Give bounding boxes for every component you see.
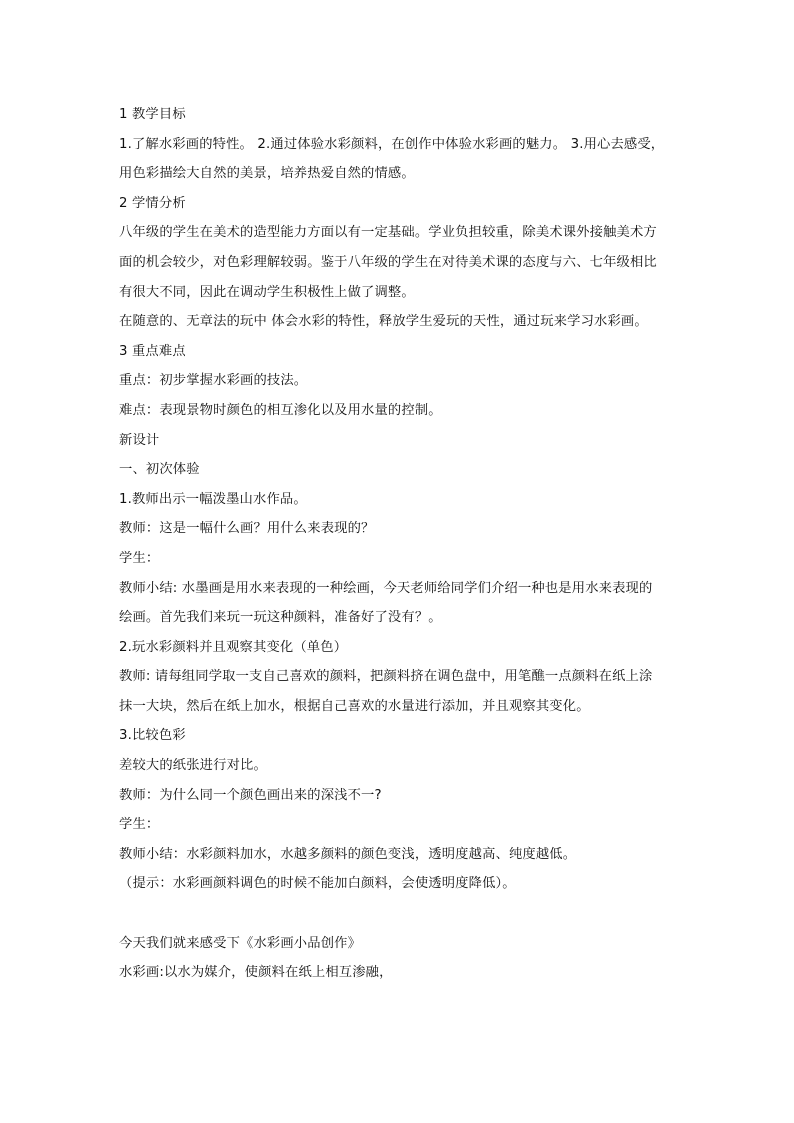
- section-heading-new-design: 新设计: [119, 432, 160, 448]
- paragraph-line: 3.比较色彩: [119, 728, 186, 744]
- paragraph-line: 教师小结: 水墨画是用水来表现的一种绘画，今天老师给同学们介绍一种也是用水来表现的: [119, 580, 653, 596]
- paragraph-line: 学生：: [119, 817, 160, 833]
- paragraph-line: 用色彩描绘大自然的美景，培养热爱自然的情感。: [119, 166, 415, 182]
- paragraph-line: 面的机会较少，对色彩理解较弱。鉴于八年级的学生在对待美术课的态度与六、七年级相比: [119, 254, 657, 270]
- paragraph-line: 学生：: [119, 550, 160, 566]
- paragraph-line: 重点：初步掌握水彩画的技法。: [119, 373, 308, 389]
- paragraph-line: 2.玩水彩颜料并且观察其变化（单色）: [119, 639, 348, 655]
- paragraph-line: 在随意的、无章法的玩中 体会水彩的特性，释放学生爱玩的天性，通过玩来学习水彩画。: [119, 314, 648, 330]
- section-heading-key-points: 3 重点难点: [119, 343, 186, 359]
- paragraph-line: 八年级的学生在美术的造型能力方面以有一定基础。学业负担较重，除美术课外接触美术方: [119, 225, 657, 241]
- paragraph-line: 今天我们就来感受下《水彩画小品创作》: [119, 935, 362, 951]
- paragraph-line: 抹一大块，然后在纸上加水，根据自己喜欢的水量进行添加，并且观察其变化。: [119, 698, 590, 714]
- paragraph-line: 有很大不同，因此在调动学生积极性上做了调整。: [119, 284, 415, 300]
- paragraph-line: 1.了解水彩画的特性。 2.通过体验水彩颜料，在创作中体验水彩画的魅力。 3.用心去感受，: [119, 136, 665, 152]
- paragraph-line: 教师：为什么同一个颜色画出来的深浅不一?: [119, 787, 382, 803]
- paragraph-line: 教师：这是一幅什么画？用什么来表现的？: [119, 521, 375, 537]
- section-heading-teaching-goals: 1 教学目标: [119, 107, 186, 122]
- paragraph-line: 教师小结：水彩颜料加水，水越多颜料的颜色变浅，透明度越高、纯度越低。: [119, 846, 577, 862]
- paragraph-line: 绘画。首先我们来玩一玩这种颜料，准备好了没有？。: [119, 610, 442, 626]
- paragraph-line: 水彩画:以水为媒介，使颜料在纸上相互渗融，: [119, 965, 393, 981]
- paragraph-line: 1.教师出示一幅泼墨山水作品。: [119, 491, 307, 507]
- subsection-heading: 一、初次体验: [119, 462, 200, 478]
- blank-line: [119, 899, 679, 929]
- paragraph-line: 教师: 请每组同学取一支自己喜欢的颜料，把颜料挤在调色盘中，用笔醮一点颜料在纸上涂: [119, 669, 653, 685]
- paragraph-line: （提示：水彩画颜料调色的时候不能加白颜料，会使透明度降低）。: [119, 876, 516, 892]
- paragraph-line: 难点：表现景物时颜色的相互渗化以及用水量的控制。: [119, 402, 442, 418]
- paragraph-line: 差较大的纸张进行对比。: [119, 758, 267, 774]
- document-body: [119, 100, 679, 988]
- section-heading-student-analysis: 2 学情分析: [119, 195, 186, 211]
